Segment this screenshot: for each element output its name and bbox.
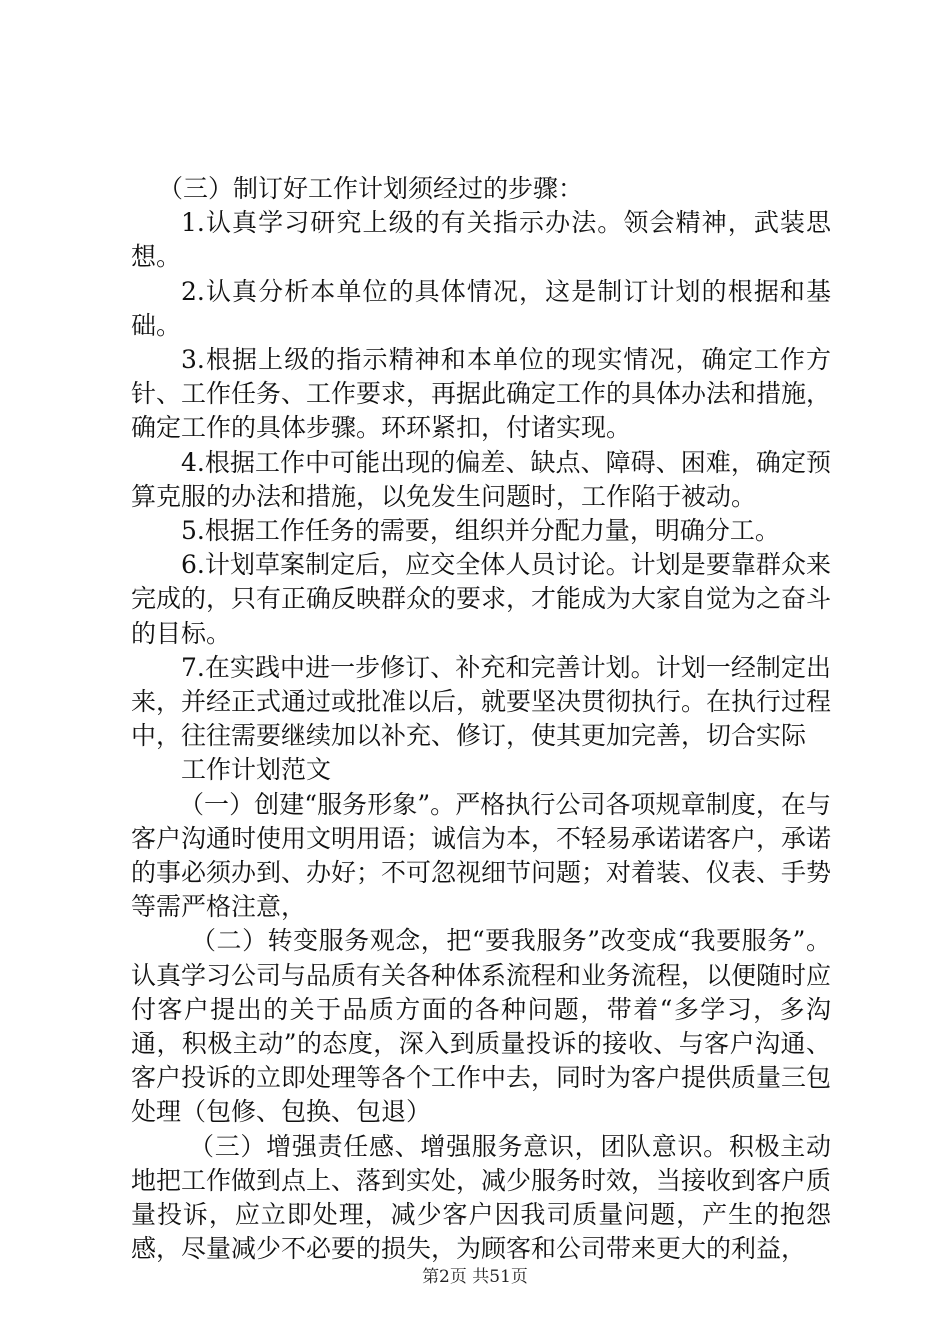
- sample-item-2: （二）转变服务观念，把“要我服务”改变成“我要服务”。认真学习公司与品质有关各种体系流程和业务流程，以便随时应付客户提出的关于品质方面的各种问题，带着“多学习，多沟通，积极主动”的态度，深入到质量投诉的接收、与客户沟通、客户投诉的立即处理等各个工作中去，同时为客户提供质量三包处理（包修、包换、包退）: [131, 926, 832, 1127]
- page-number-footer: 第2页 共51页: [422, 1267, 528, 1287]
- step-2: 2.认真分析本单位的具体情况，这是制订计划的根据和基础。: [131, 276, 831, 340]
- sample-item-3: （三）增强责任感、增强服务意识，团队意识。积极主动地把工作做到点上、落到实处，减少服务时效，当接收到客户质量投诉，应立即处理，减少客户因我司质量问题，产生的抱怨感，尽量减少不必要的损失，为顾客和公司带来更大的利益，: [131, 1131, 832, 1264]
- section-heading: （三）制订好工作计划须经过的步骤：: [158, 174, 584, 203]
- step-5: 5.根据工作任务的需要，组织并分配力量，明确分工。: [181, 516, 780, 546]
- step-1: 1.认真学习研究上级的有关指示办法。领会精神，武装思想。: [131, 208, 831, 272]
- sample-item-1: （一）创建“服务形象”。严格执行公司各项规章制度，在与客户沟通时使用文明用语；诚信为本，不轻易承诺诺客户，承诺的事必须办到、办好；不可忽视细节问题；对着装、仪表、手势等需严格注意，: [131, 789, 832, 922]
- step-6: 6.计划草案制定后，应交全体人员讨论。计划是要靠群众来完成的，只有正确反映群众的要求，才能成为大家自觉为之奋斗的目标。: [131, 550, 832, 648]
- step-7: 7.在实践中进一步修订、补充和完善计划。计划一经制定出来，并经正式通过或批准以后，就要坚决贯彻执行。在执行过程中，往往需要继续加以补充、修订，使其更加完善，切合实际: [131, 652, 832, 751]
- step-3: 3.根据上级的指示精神和本单位的现实情况，确定工作方针、工作任务、工作要求，再据此确定工作的具体办法和措施，确定工作的具体步骤。环环紧扣，付诸实现。: [131, 345, 832, 443]
- step-4: 4.根据工作中可能出现的偏差、缺点、障碍、困难，确定预算克服的办法和措施，以免发生问题时，工作陷于被动。: [131, 447, 831, 511]
- document-body: [131, 172, 831, 1267]
- sample-title: 工作计划范文: [181, 755, 332, 785]
